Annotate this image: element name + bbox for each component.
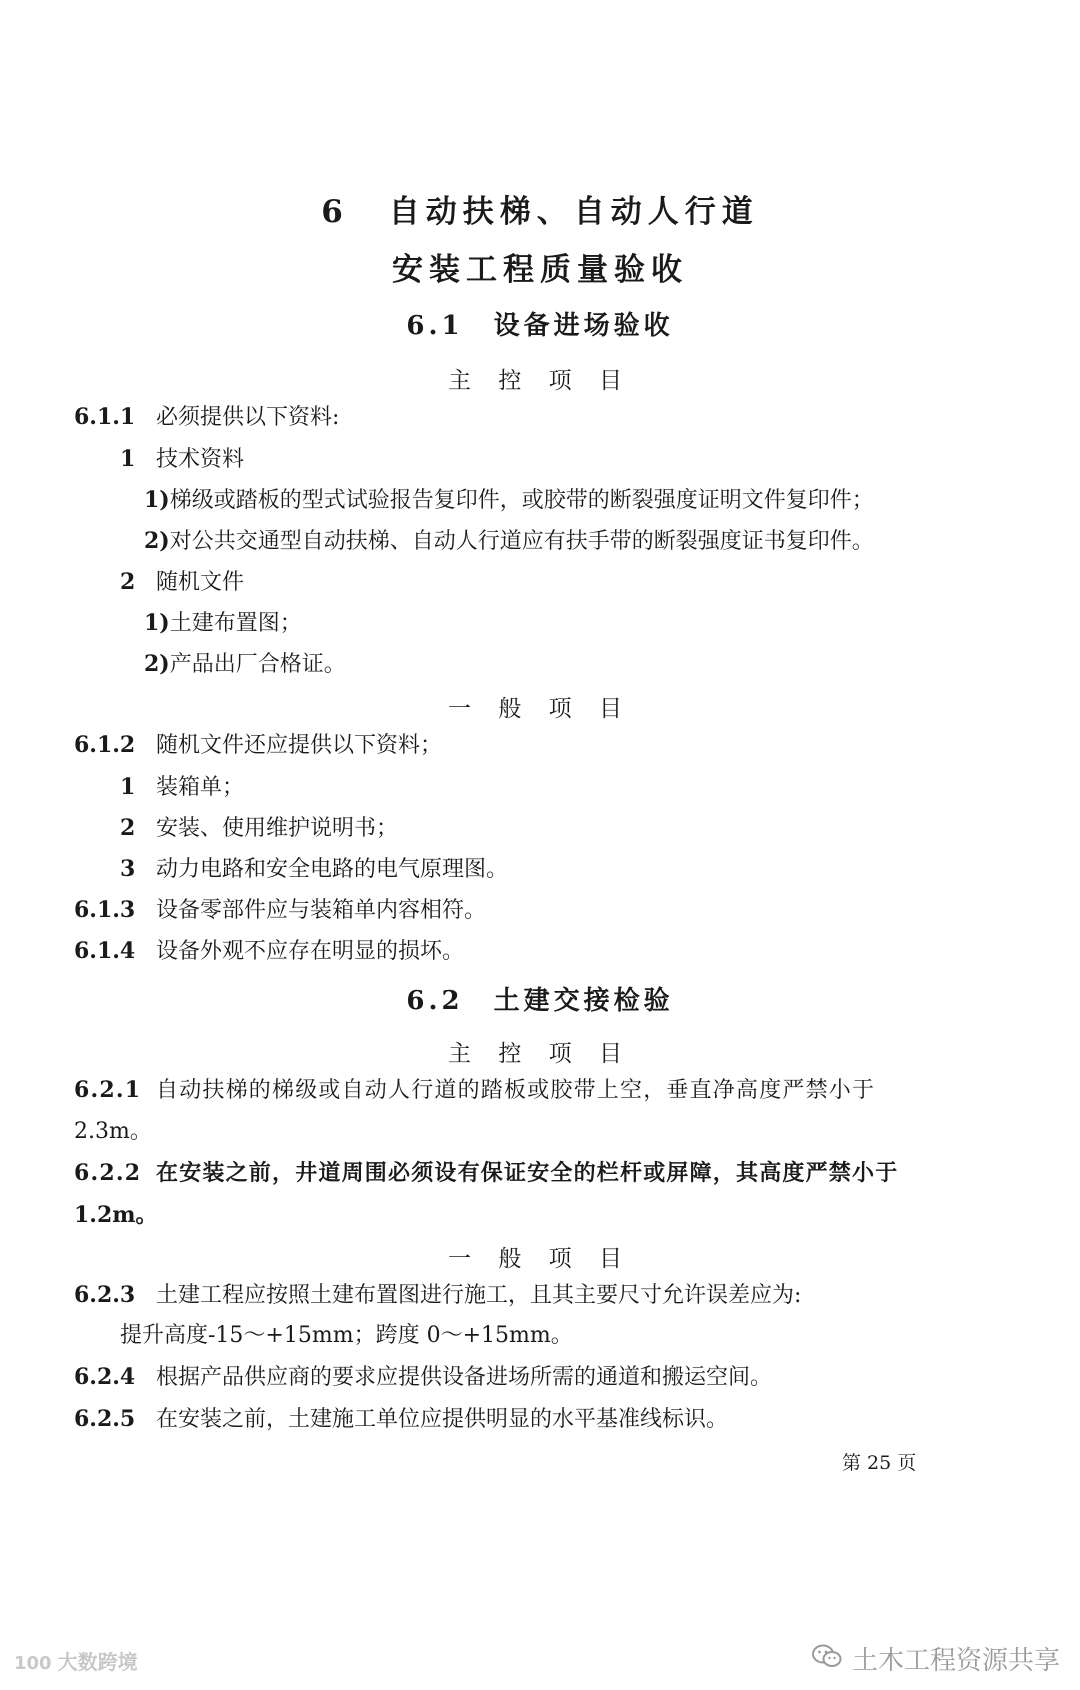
page-number: 第 25 页	[842, 1452, 917, 1474]
clause-6-2-2	[74, 1158, 898, 1188]
clause-number: 6.2.3	[74, 1282, 136, 1308]
clause-text: 土建工程应按照土建布置图进行施工，且其主要尺寸允许误差应为:	[156, 1283, 802, 1308]
clause-number: 6.1.2	[74, 732, 136, 758]
sub-item-text: 梯级或踏板的型式试验报告复印件，或胶带的断裂强度证明文件复印件；	[169, 488, 874, 513]
sub-item-text: 对公共交通型自动扶梯、自动人行道应有扶手带的断裂强度证书复印件。	[169, 529, 874, 554]
clause-6-2-1-continued: 2.3m。	[74, 1119, 152, 1144]
item-text: 技术资料	[156, 447, 245, 472]
chapter-title-line1: 自动扶梯、自动人行道	[388, 194, 759, 230]
list-item	[120, 567, 244, 598]
item-text: 装箱单；	[156, 775, 245, 800]
clause-text: 根据产品供应商的要求应提供设备进场所需的通道和搬运空间。	[156, 1365, 773, 1390]
list-item	[120, 444, 244, 475]
clause-6-2-3-detail: 提升高度-15～+15mm；跨度 0～+15mm。	[120, 1323, 573, 1348]
clause-6-2-4	[74, 1362, 772, 1393]
clause-number: 6.2.4	[74, 1364, 136, 1390]
sub-item-text: 产品出厂合格证。	[169, 652, 346, 677]
sub-item-number: 1)	[144, 487, 170, 513]
clause-text: 在安装之前，井道周围必须设有保证安全的栏杆或屏障，其高度严禁小于	[156, 1160, 899, 1186]
clause-number: 6.1.3	[74, 897, 136, 923]
watermark-left	[14, 1646, 138, 1675]
clause-6-2-5	[74, 1404, 728, 1435]
sub-item	[144, 485, 874, 516]
section-title: 设备进场验收	[493, 311, 674, 341]
clause-text: 在安装之前，土建施工单位应提供明显的水平基准线标识。	[156, 1407, 729, 1432]
watermark-right-text: 土木工程资源共享	[852, 1646, 1061, 1676]
item-number: 2	[120, 815, 136, 841]
sub-item	[144, 608, 302, 639]
item-number: 1	[120, 446, 136, 472]
item-number: 1	[120, 774, 136, 800]
section-6-1-heading	[0, 305, 1080, 342]
chapter-title	[0, 186, 1080, 231]
sub-item	[144, 649, 346, 680]
chapter-number: 6	[321, 194, 349, 230]
clause-6-2-3	[74, 1280, 801, 1311]
clause-text: 设备外观不应存在明显的损坏。	[156, 939, 465, 964]
watermark-right	[812, 1640, 1060, 1677]
clause-6-1-4	[74, 936, 464, 967]
item-text: 随机文件	[156, 570, 245, 595]
list-item	[120, 772, 244, 803]
clause-text: 自动扶梯的梯级或自动人行道的踏板或胶带上空，垂直净高度严禁小于	[156, 1078, 876, 1103]
clause-6-1-3	[74, 895, 486, 926]
item-number: 2	[120, 569, 136, 595]
item-text: 安装、使用维护说明书；	[156, 816, 399, 841]
clause-text: 设备零部件应与装箱单内容相符。	[156, 898, 487, 923]
group-heading-main-control: 主 控 项 目	[448, 368, 632, 394]
list-item	[120, 813, 398, 844]
clause-6-1-2	[74, 730, 442, 761]
item-text: 动力电路和安全电路的电气原理图。	[156, 857, 509, 882]
clause-6-2-1	[74, 1075, 875, 1106]
clause-number: 6.2.1	[74, 1077, 142, 1103]
section-number: 6.2	[406, 986, 464, 1016]
clause-number: 6.1.1	[74, 404, 136, 430]
clause-text: 必须提供以下资料:	[156, 405, 340, 430]
item-number: 3	[120, 856, 136, 882]
sub-item-number: 1)	[144, 610, 170, 636]
clause-number: 6.1.4	[74, 938, 136, 964]
sub-item-text: 土建布置图；	[169, 611, 302, 636]
clause-text: 随机文件还应提供以下资料；	[156, 733, 443, 758]
clause-number: 6.2.2	[74, 1160, 142, 1186]
chapter-title-line2: 安装工程质量验收	[392, 252, 688, 288]
clause-number: 6.2.5	[74, 1406, 136, 1432]
list-item	[120, 854, 508, 885]
watermark-logo: 100	[14, 1653, 52, 1674]
group-heading-general: 一 般 项 目	[448, 1246, 632, 1272]
watermark-left-text: 大数跨境	[57, 1650, 138, 1674]
section-number: 6.1	[406, 311, 464, 341]
wechat-icon	[812, 1643, 842, 1675]
section-6-2-heading	[0, 980, 1080, 1017]
sub-item-number: 2)	[144, 528, 170, 554]
section-title: 土建交接检验	[493, 986, 674, 1016]
clause-6-1-1	[74, 402, 339, 433]
group-heading-general: 一 般 项 目	[448, 696, 632, 722]
group-heading-main-control: 主 控 项 目	[448, 1041, 632, 1067]
sub-item-number: 2)	[144, 651, 170, 677]
clause-6-2-2-continued: 1.2m。	[74, 1202, 158, 1228]
sub-item	[144, 526, 874, 557]
